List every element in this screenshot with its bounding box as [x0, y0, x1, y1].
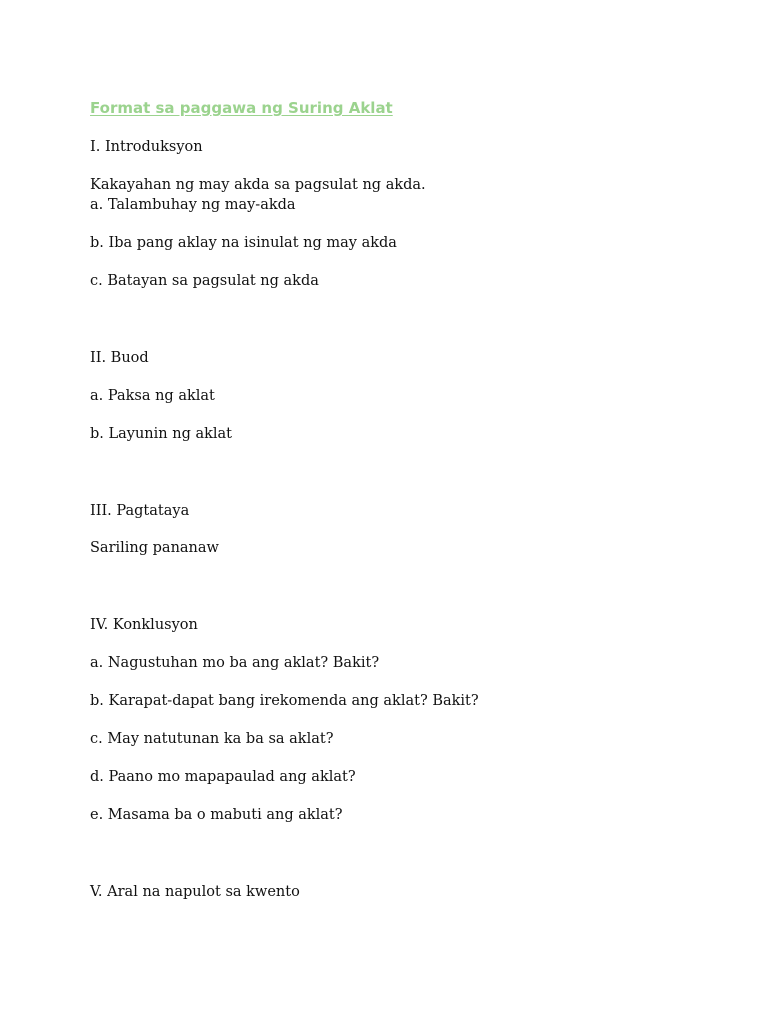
- section-heading-introduksyon: I. Introduksyon: [90, 139, 203, 155]
- paragraph-line: Sariling pananaw: [90, 540, 219, 556]
- section-heading-konklusyon: IV. Konklusyon: [90, 617, 198, 633]
- list-item: e. Masama ba o mabuti ang aklat?: [90, 807, 343, 823]
- list-item: d. Paano mo mapapaulad ang aklat?: [90, 769, 356, 785]
- section-heading-pagtataya: III. Pagtataya: [90, 503, 190, 519]
- section-heading-aral: V. Aral na napulot sa kwento: [90, 884, 300, 900]
- list-item: c. Batayan sa pagsulat ng akda: [90, 273, 319, 289]
- list-item: a. Talambuhay ng may-akda: [90, 197, 296, 213]
- list-item: b. Karapat-dapat bang irekomenda ang aklat? Bakit?: [90, 693, 479, 709]
- list-item: b. Iba pang aklay na isinulat ng may akda: [90, 235, 397, 251]
- list-item: b. Layunin ng aklat: [90, 426, 232, 442]
- document-title: Format sa paggawa ng Suring Aklat: [90, 99, 393, 117]
- list-item: a. Nagustuhan mo ba ang aklat? Bakit?: [90, 655, 380, 671]
- list-item: c. May natutunan ka ba sa aklat?: [90, 731, 334, 747]
- section-heading-buod: II. Buod: [90, 350, 149, 366]
- list-item: a. Paksa ng aklat: [90, 388, 215, 404]
- paragraph-line: Kakayahan ng may akda sa pagsulat ng akda.: [90, 177, 426, 193]
